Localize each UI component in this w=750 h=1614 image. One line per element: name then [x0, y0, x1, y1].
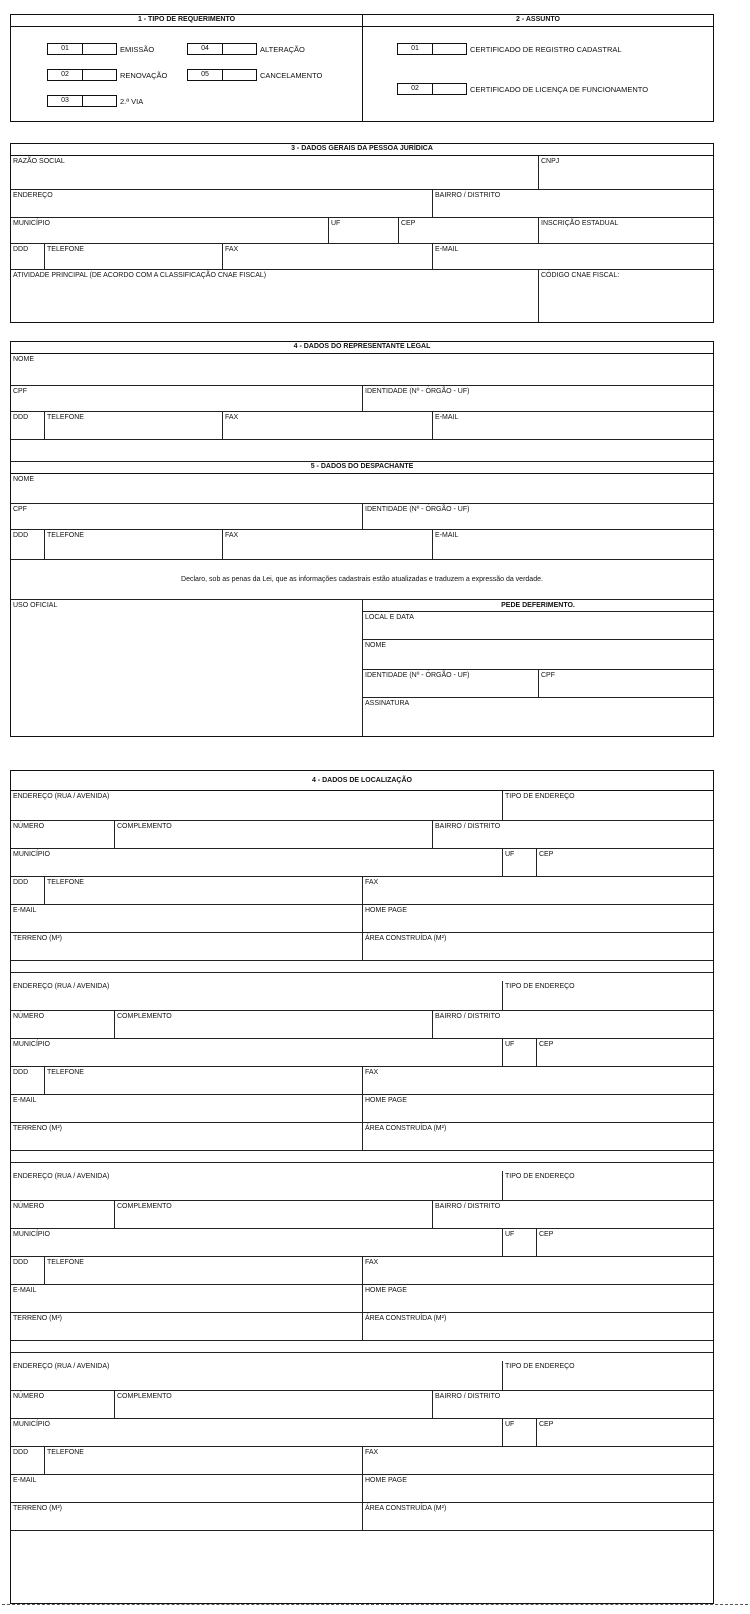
assunto-section: [362, 14, 714, 122]
email-field[interactable]: E-MAIL: [433, 244, 713, 270]
option-label: CERTIFICADO DE REGISTRO CADASTRAL: [470, 44, 622, 54]
option-segunda-via[interactable]: [47, 95, 143, 107]
representante-title: 4 - DADOS DO REPRESENTANTE LEGAL: [11, 342, 713, 354]
cnpj-field[interactable]: CNPJ: [539, 156, 713, 190]
despachante-nome-field[interactable]: NOME: [11, 474, 713, 504]
bairro-field[interactable]: BAIRRO / DISTRITO: [433, 190, 713, 218]
uf-field[interactable]: UF: [329, 218, 399, 244]
localizacao-municipio-field[interactable]: MUNICÍPIO: [11, 1229, 503, 1257]
localizacao-municipio-field[interactable]: MUNICÍPIO: [11, 849, 503, 877]
localizacao-numero-field[interactable]: NÚMERO: [11, 1391, 115, 1419]
localizacao-section: [10, 770, 714, 1604]
localizacao-uf-field[interactable]: UF: [503, 1419, 537, 1447]
localizacao-endereco-field[interactable]: ENDEREÇO (RUA / AVENIDA): [11, 1171, 503, 1201]
localizacao-cep-field[interactable]: CEP: [537, 1039, 713, 1067]
localizacao-homepage-field[interactable]: HOME PAGE: [363, 905, 713, 933]
localizacao-email-field[interactable]: E-MAIL: [11, 1095, 363, 1123]
localizacao-email-field[interactable]: E-MAIL: [11, 905, 363, 933]
despachante-fax-field[interactable]: FAX: [223, 530, 433, 560]
localizacao-complemento-field[interactable]: COMPLEMENTO: [115, 821, 433, 849]
localizacao-complemento-field[interactable]: COMPLEMENTO: [115, 1011, 433, 1039]
assinatura-field[interactable]: ASSINATURA: [365, 700, 410, 707]
despachante-ddd-field[interactable]: DDD: [11, 530, 45, 560]
localizacao-bairro-field[interactable]: BAIRRO / DISTRITO: [433, 821, 713, 849]
localizacao-terreno-field[interactable]: TERRENO (M²): [11, 1123, 363, 1151]
dados-gerais-title: 3 - DADOS GERAIS DA PESSOA JURÍDICA: [11, 144, 713, 156]
localizacao-fax-field[interactable]: FAX: [363, 1257, 713, 1285]
localizacao-numero-field[interactable]: NÚMERO: [11, 821, 115, 849]
option-licenca-funcionamento[interactable]: [397, 83, 648, 95]
despachante-email-field[interactable]: E-MAIL: [433, 530, 713, 560]
localizacao-homepage-field[interactable]: HOME PAGE: [363, 1285, 713, 1313]
localizacao-cep-field[interactable]: CEP: [537, 1419, 713, 1447]
inscricao-estadual-field[interactable]: INSCRIÇÃO ESTADUAL: [539, 218, 713, 244]
localizacao-area-field[interactable]: ÁREA CONSTRUÍDA (M²): [363, 1123, 713, 1151]
localizacao-uf-field[interactable]: UF: [503, 1229, 537, 1257]
localizacao-telefone-field[interactable]: TELEFONE: [45, 1447, 363, 1475]
tipo-requerimento-section: [10, 14, 363, 122]
localizacao-numero-field[interactable]: NÚMERO: [11, 1201, 115, 1229]
representante-identidade-field[interactable]: IDENTIDADE (Nº - ÓRGÃO - UF): [363, 386, 713, 412]
option-code: 03: [48, 96, 83, 106]
localizacao-bairro-field[interactable]: BAIRRO / DISTRITO: [433, 1011, 713, 1039]
localizacao-uf-field[interactable]: UF: [503, 849, 537, 877]
despachante-telefone-field[interactable]: TELEFONE: [45, 530, 223, 560]
fax-field[interactable]: FAX: [223, 244, 433, 270]
despachante-cpf-field[interactable]: CPF: [11, 504, 363, 530]
localizacao-terreno-field[interactable]: TERRENO (M²): [11, 933, 363, 961]
deferimento-cpf-field[interactable]: CPF: [539, 670, 713, 698]
razao-social-field[interactable]: RAZÃO SOCIAL: [11, 156, 539, 190]
uso-oficial-field: USO OFICIAL: [11, 600, 363, 736]
localizacao-fax-field[interactable]: FAX: [363, 1067, 713, 1095]
localizacao-municipio-field[interactable]: MUNICÍPIO: [11, 1419, 503, 1447]
localizacao-tipo-field[interactable]: TIPO DE ENDEREÇO: [503, 791, 713, 821]
localizacao-tipo-field[interactable]: TIPO DE ENDEREÇO: [503, 1171, 713, 1201]
localizacao-tipo-field[interactable]: TIPO DE ENDEREÇO: [503, 1361, 713, 1391]
declaracao-text: Declaro, sob as penas da Lei, que as informações cadastrais estão atualizadas e traduzem a expressão da verdade.: [181, 576, 543, 583]
localizacao-bairro-field[interactable]: BAIRRO / DISTRITO: [433, 1391, 713, 1419]
localizacao-terreno-field[interactable]: TERRENO (M²): [11, 1503, 363, 1531]
assunto-title: 2 - ASSUNTO: [363, 15, 713, 27]
localizacao-area-field[interactable]: ÁREA CONSTRUÍDA (M²): [363, 933, 713, 961]
option-label: ALTERAÇÃO: [260, 44, 305, 54]
localizacao-complemento-field[interactable]: COMPLEMENTO: [115, 1201, 433, 1229]
spacer-row: [11, 440, 713, 462]
representante-email-field[interactable]: E-MAIL: [433, 412, 713, 440]
representante-ddd-field[interactable]: DDD: [11, 412, 45, 440]
option-cancelamento[interactable]: [187, 69, 322, 81]
localizacao-tipo-field[interactable]: TIPO DE ENDEREÇO: [503, 981, 713, 1011]
despachante-title: 5 - DADOS DO DESPACHANTE: [11, 462, 713, 474]
checkbox-renovacao[interactable]: [47, 69, 117, 81]
endereco-field[interactable]: ENDEREÇO: [11, 190, 433, 218]
localizacao-fax-field[interactable]: FAX: [363, 1447, 713, 1475]
telefone-field[interactable]: TELEFONE: [45, 244, 223, 270]
municipio-field[interactable]: MUNICÍPIO: [11, 218, 329, 244]
option-code: 05: [188, 70, 223, 80]
group-spacer: [11, 1531, 713, 1543]
option-label: RENOVAÇÃO: [120, 70, 168, 80]
tipo-requerimento-title: 1 - TIPO DE REQUERIMENTO: [11, 15, 362, 27]
option-alteracao[interactable]: [187, 43, 305, 55]
checkbox-licenca-funcionamento[interactable]: [397, 83, 467, 95]
checkbox-segunda-via[interactable]: [47, 95, 117, 107]
localizacao-municipio-field[interactable]: MUNICÍPIO: [11, 1039, 503, 1067]
bottom-rule: [2, 1604, 748, 1605]
option-registro-cadastral[interactable]: [397, 43, 622, 55]
pede-deferimento-label: PEDE DEFERIMENTO.: [501, 602, 575, 609]
group-spacer: [11, 1151, 713, 1163]
option-label: CERTIFICADO DE LICENÇA DE FUNCIONAMENTO: [470, 84, 649, 94]
localizacao-endereco-field[interactable]: ENDEREÇO (RUA / AVENIDA): [11, 981, 503, 1011]
deferimento-nome-field[interactable]: NOME: [363, 640, 713, 670]
localizacao-telefone-field[interactable]: TELEFONE: [45, 1067, 363, 1095]
option-label: EMISSÃO: [120, 44, 155, 54]
localizacao-endereco-field[interactable]: ENDEREÇO (RUA / AVENIDA): [11, 791, 503, 821]
localizacao-ddd-field[interactable]: DDD: [11, 1257, 45, 1285]
group-spacer: [11, 961, 713, 973]
option-code: 01: [48, 44, 83, 54]
group-spacer: [11, 1341, 713, 1353]
representante-despachante-section: [10, 341, 714, 737]
representante-fax-field[interactable]: FAX: [223, 412, 433, 440]
option-code: 04: [188, 44, 223, 54]
representante-telefone-field[interactable]: TELEFONE: [45, 412, 223, 440]
option-code: 01: [398, 44, 433, 54]
localizacao-numero-field[interactable]: NÚMERO: [11, 1011, 115, 1039]
checkbox-cancelamento[interactable]: [187, 69, 257, 81]
representante-cpf-field[interactable]: CPF: [11, 386, 363, 412]
representante-nome-field[interactable]: NOME: [11, 354, 713, 386]
localizacao-area-field[interactable]: ÁREA CONSTRUÍDA (M²): [363, 1313, 713, 1341]
localizacao-email-field[interactable]: E-MAIL: [11, 1285, 363, 1313]
localizacao-uf-field[interactable]: UF: [503, 1039, 537, 1067]
localizacao-title: 4 - DADOS DE LOCALIZAÇÃO: [11, 771, 713, 791]
localizacao-homepage-field[interactable]: HOME PAGE: [363, 1475, 713, 1503]
despachante-identidade-field[interactable]: IDENTIDADE (Nº - ÓRGÃO - UF): [363, 504, 713, 530]
localizacao-email-field[interactable]: E-MAIL: [11, 1475, 363, 1503]
codigo-cnae-field[interactable]: CÓDIGO CNAE FISCAL:: [541, 272, 620, 279]
localizacao-telefone-field[interactable]: TELEFONE: [45, 877, 363, 905]
checkbox-registro-cadastral[interactable]: [397, 43, 467, 55]
cep-field[interactable]: CEP: [399, 218, 539, 244]
localizacao-cep-field[interactable]: CEP: [537, 849, 713, 877]
localizacao-ddd-field[interactable]: DDD: [11, 877, 45, 905]
option-renovacao[interactable]: [47, 69, 167, 81]
localizacao-cep-field[interactable]: CEP: [537, 1229, 713, 1257]
option-label: 2.ª VIA: [120, 96, 144, 106]
option-code: 02: [398, 84, 433, 94]
checkbox-alteracao[interactable]: [187, 43, 257, 55]
option-emissao[interactable]: [47, 43, 154, 55]
localizacao-complemento-field[interactable]: COMPLEMENTO: [115, 1391, 433, 1419]
checkbox-emissao[interactable]: [47, 43, 117, 55]
localizacao-fax-field[interactable]: FAX: [363, 877, 713, 905]
localizacao-ddd-field[interactable]: DDD: [11, 1067, 45, 1095]
atividade-principal-field[interactable]: ATIVIDADE PRINCIPAL (DE ACORDO COM A CLASSIFICAÇÃO CNAE FISCAL): [11, 270, 539, 322]
localizacao-telefone-field[interactable]: TELEFONE: [45, 1257, 363, 1285]
ddd-field[interactable]: DDD: [11, 244, 45, 270]
localizacao-bairro-field[interactable]: BAIRRO / DISTRITO: [433, 1201, 713, 1229]
local-data-field[interactable]: LOCAL E DATA: [363, 612, 713, 640]
option-label: CANCELAMENTO: [260, 70, 323, 80]
option-code: 02: [48, 70, 83, 80]
localizacao-homepage-field[interactable]: HOME PAGE: [363, 1095, 713, 1123]
localizacao-ddd-field[interactable]: DDD: [11, 1447, 45, 1475]
localizacao-area-field[interactable]: ÁREA CONSTRUÍDA (M²): [363, 1503, 713, 1531]
pede-deferimento-title: [363, 600, 713, 612]
localizacao-endereco-field[interactable]: ENDEREÇO (RUA / AVENIDA): [11, 1361, 503, 1391]
dados-gerais-section: [10, 143, 714, 323]
deferimento-identidade-field[interactable]: IDENTIDADE (Nº - ÓRGÃO - UF): [363, 670, 539, 698]
localizacao-terreno-field[interactable]: TERRENO (M²): [11, 1313, 363, 1341]
